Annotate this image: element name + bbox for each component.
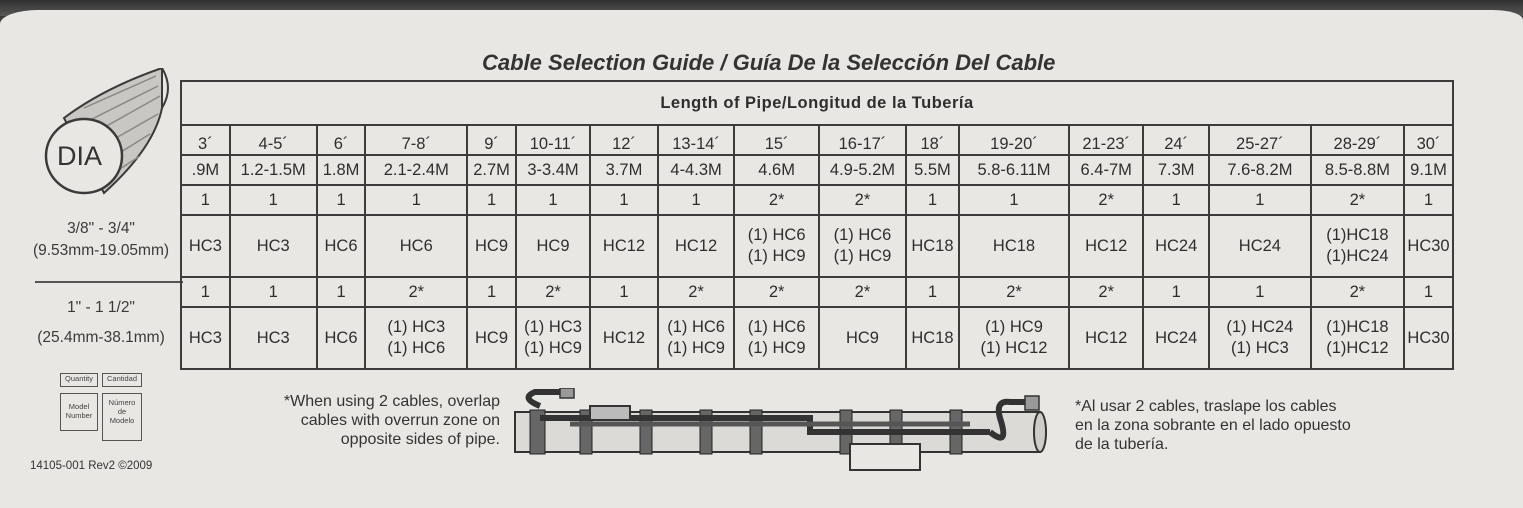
quantity-cell: 1 bbox=[365, 185, 467, 215]
quantity-cell: 2* bbox=[819, 185, 906, 215]
length-meters-cell: .9M bbox=[181, 155, 230, 185]
length-meters-cell: 4.6M bbox=[734, 155, 819, 185]
length-feet-cell: 9´ bbox=[467, 125, 516, 155]
part-number: 14105-001 Rev2 ©2009 bbox=[30, 460, 153, 472]
length-feet-cell: 28-29´ bbox=[1311, 125, 1404, 155]
quantity-row bbox=[181, 185, 1453, 215]
model-cell bbox=[516, 215, 590, 277]
model-row bbox=[181, 215, 1453, 277]
model-line: (1) HC9 bbox=[747, 339, 806, 357]
model-line: (1) HC9 bbox=[747, 247, 806, 265]
model-line: (1) HC6 bbox=[747, 318, 806, 336]
model-line: (1) HC9 bbox=[833, 247, 892, 265]
quantity-cell: 1 bbox=[906, 277, 959, 307]
note-es-line: *Al usar 2 cables, traslape los cables bbox=[1075, 398, 1337, 415]
length-meters-cell: 2.7M bbox=[467, 155, 516, 185]
length-feet-cell: 16-17´ bbox=[819, 125, 906, 155]
legend-model-en bbox=[60, 393, 98, 431]
legend-model-es bbox=[102, 393, 142, 441]
length-feet-cell: 4-5´ bbox=[230, 125, 317, 155]
length-meters-cell: 9.1M bbox=[1404, 155, 1453, 185]
model-line: HC3 bbox=[188, 236, 222, 255]
quantity-cell: 1 bbox=[906, 185, 959, 215]
model-cell bbox=[467, 307, 516, 369]
note-es-line: en la zona sobrante en el lado opuesto bbox=[1075, 417, 1351, 434]
model-cell bbox=[317, 215, 366, 277]
model-cell bbox=[1404, 307, 1453, 369]
model-line: HC12 bbox=[1085, 236, 1128, 255]
quantity-cell: 2* bbox=[516, 277, 590, 307]
length-meters-cell: 1.2-1.5M bbox=[230, 155, 317, 185]
model-line: (1) HC9 bbox=[667, 339, 725, 357]
model-line: HC12 bbox=[602, 236, 646, 255]
length-feet-cell: 19-20´ bbox=[959, 125, 1069, 155]
row1-diameter-mm: (9.53mm-19.05mm) bbox=[32, 242, 170, 259]
model-cell bbox=[230, 215, 317, 277]
model-line: HC9 bbox=[475, 236, 509, 255]
model-line: HC18 bbox=[992, 236, 1036, 255]
model-line: HC12 bbox=[674, 236, 718, 255]
length-meters-cell: 5.5M bbox=[906, 155, 959, 185]
quantity-cell: 2* bbox=[734, 277, 819, 307]
legend-model-es-line: de bbox=[117, 407, 127, 416]
model-line: (1) HC3 bbox=[1231, 339, 1289, 357]
length-feet-cell: 10-11´ bbox=[516, 125, 590, 155]
model-cell bbox=[906, 307, 959, 369]
legend-model-es-line: Modelo bbox=[109, 416, 135, 425]
dia-label: DIA bbox=[57, 141, 103, 171]
model-cell bbox=[181, 215, 230, 277]
model-line: HC24 bbox=[1155, 236, 1198, 255]
model-cell bbox=[658, 215, 734, 277]
model-cell bbox=[1311, 215, 1404, 277]
quantity-cell: 1 bbox=[590, 277, 658, 307]
meters-header-row bbox=[181, 155, 1453, 185]
quantity-cell: 2* bbox=[1311, 277, 1404, 307]
model-line: (1) HC6 bbox=[833, 226, 892, 244]
quantity-cell: 2* bbox=[1069, 185, 1143, 215]
length-feet-cell: 30´ bbox=[1404, 125, 1453, 155]
model-cell bbox=[1209, 307, 1311, 369]
legend-quantity-en: Quantity bbox=[60, 373, 98, 387]
length-header: Length of Pipe/Longitud de la Tubería bbox=[181, 81, 1453, 125]
length-meters-cell: 4-4.3M bbox=[658, 155, 734, 185]
legend-model-es-line: Número bbox=[108, 398, 136, 407]
model-line: HC6 bbox=[324, 328, 358, 347]
length-meters-cell: 6.4-7M bbox=[1069, 155, 1143, 185]
note-en-line: opposite sides of pipe. bbox=[340, 431, 500, 448]
pipe-cable-illustration bbox=[510, 388, 1055, 478]
note-english bbox=[272, 392, 500, 449]
model-cell bbox=[590, 215, 658, 277]
model-cell bbox=[1311, 307, 1404, 369]
model-cell bbox=[734, 307, 819, 369]
quantity-cell: 1 bbox=[181, 277, 230, 307]
model-line: HC24 bbox=[1238, 236, 1281, 255]
model-cell bbox=[590, 307, 658, 369]
length-feet-cell: 13-14´ bbox=[658, 125, 734, 155]
model-line: HC12 bbox=[602, 328, 646, 347]
quantity-cell: 1 bbox=[317, 185, 366, 215]
length-meters-cell: 3-3.4M bbox=[516, 155, 590, 185]
model-line: (1) HC6 bbox=[747, 226, 806, 244]
length-meters-cell: 1.8M bbox=[317, 155, 366, 185]
note-spanish bbox=[1075, 397, 1351, 454]
model-cell bbox=[658, 307, 734, 369]
length-feet-cell: 7-8´ bbox=[365, 125, 467, 155]
model-line: HC6 bbox=[399, 236, 433, 255]
model-cell bbox=[516, 307, 590, 369]
length-feet-cell: 24´ bbox=[1143, 125, 1209, 155]
quantity-cell: 1 bbox=[1143, 277, 1209, 307]
model-line: HC12 bbox=[1085, 328, 1128, 347]
length-meters-cell: 7.3M bbox=[1143, 155, 1209, 185]
quantity-cell: 2* bbox=[734, 185, 819, 215]
quantity-cell: 2* bbox=[1311, 185, 1404, 215]
length-feet-cell: 6´ bbox=[317, 125, 366, 155]
model-line: (1) HC9 bbox=[985, 318, 1043, 336]
row-divider bbox=[35, 281, 183, 283]
feet-header-row bbox=[181, 125, 1453, 155]
quantity-cell: 1 bbox=[1404, 277, 1453, 307]
quantity-cell: 1 bbox=[1209, 185, 1311, 215]
length-meters-cell: 4.9-5.2M bbox=[819, 155, 906, 185]
length-feet-cell: 12´ bbox=[590, 125, 658, 155]
model-cell bbox=[230, 307, 317, 369]
model-cell bbox=[365, 307, 467, 369]
quantity-cell: 2* bbox=[959, 277, 1069, 307]
quantity-cell: 1 bbox=[1209, 277, 1311, 307]
model-line: (1) HC24 bbox=[1226, 318, 1294, 336]
length-meters-cell: 2.1-2.4M bbox=[365, 155, 467, 185]
cable-selection-table bbox=[180, 80, 1454, 370]
model-cell bbox=[906, 215, 959, 277]
model-line: HC3 bbox=[256, 328, 290, 347]
quantity-cell: 2* bbox=[365, 277, 467, 307]
model-cell bbox=[365, 215, 467, 277]
model-line: HC3 bbox=[256, 236, 290, 255]
model-line: HC18 bbox=[911, 236, 954, 255]
model-line: HC3 bbox=[188, 328, 222, 347]
length-meters-cell: 8.5-8.8M bbox=[1311, 155, 1404, 185]
model-cell bbox=[1143, 215, 1209, 277]
model-line: (1)HC12 bbox=[1326, 339, 1389, 357]
row1-diameter-inches: 3/8" - 3/4" bbox=[67, 220, 135, 237]
note-es-line: de la tubería. bbox=[1075, 436, 1169, 453]
quantity-cell: 1 bbox=[516, 185, 590, 215]
model-line: HC9 bbox=[536, 236, 570, 255]
model-line: (1) HC3 bbox=[387, 318, 446, 336]
length-feet-cell: 21-23´ bbox=[1069, 125, 1143, 155]
legend-model-en-line: Number bbox=[65, 411, 93, 420]
quantity-cell: 2* bbox=[1069, 277, 1143, 307]
model-cell bbox=[959, 215, 1069, 277]
quantity-cell: 1 bbox=[230, 277, 317, 307]
pipe-diameter-illustration bbox=[44, 68, 174, 198]
quantity-cell: 1 bbox=[590, 185, 658, 215]
model-cell bbox=[734, 215, 819, 277]
model-line: HC18 bbox=[911, 328, 954, 347]
model-line: HC9 bbox=[845, 328, 879, 347]
quantity-cell: 1 bbox=[181, 185, 230, 215]
model-cell bbox=[1143, 307, 1209, 369]
model-line: (1) HC6 bbox=[387, 339, 446, 357]
model-cell bbox=[317, 307, 366, 369]
model-line: (1) HC9 bbox=[524, 339, 582, 357]
quantity-cell: 2* bbox=[819, 277, 906, 307]
row2-diameter-mm: (25.4mm-38.1mm) bbox=[37, 329, 165, 346]
quantity-cell: 2* bbox=[658, 277, 734, 307]
length-feet-cell: 25-27´ bbox=[1209, 125, 1311, 155]
model-cell bbox=[467, 215, 516, 277]
quantity-cell: 1 bbox=[1143, 185, 1209, 215]
quantity-cell: 1 bbox=[1404, 185, 1453, 215]
model-cell bbox=[1069, 307, 1143, 369]
model-line: HC9 bbox=[475, 328, 509, 347]
model-line: HC30 bbox=[1407, 236, 1450, 255]
model-line: (1) HC3 bbox=[524, 318, 582, 336]
length-feet-cell: 3´ bbox=[181, 125, 230, 155]
model-cell bbox=[1404, 215, 1453, 277]
model-cell bbox=[819, 307, 906, 369]
quantity-cell: 1 bbox=[317, 277, 366, 307]
length-meters-cell: 7.6-8.2M bbox=[1209, 155, 1311, 185]
legend-model-en-line: Model bbox=[68, 402, 90, 411]
model-row bbox=[181, 307, 1453, 369]
quantity-cell: 1 bbox=[467, 277, 516, 307]
quantity-row bbox=[181, 277, 1453, 307]
model-cell bbox=[1209, 215, 1311, 277]
quantity-cell: 1 bbox=[467, 185, 516, 215]
length-feet-cell: 18´ bbox=[906, 125, 959, 155]
note-en-line: cables with overrun zone on bbox=[300, 412, 500, 429]
note-en-line: *When using 2 cables, overlap bbox=[283, 393, 500, 410]
model-line: HC24 bbox=[1155, 328, 1198, 347]
model-line: (1)HC18 bbox=[1326, 318, 1389, 336]
model-line: HC30 bbox=[1407, 328, 1450, 347]
quantity-cell: 1 bbox=[658, 185, 734, 215]
length-meters-cell: 3.7M bbox=[590, 155, 658, 185]
model-cell bbox=[819, 215, 906, 277]
model-line: HC6 bbox=[324, 236, 358, 255]
model-cell bbox=[181, 307, 230, 369]
model-line: (1) HC6 bbox=[667, 318, 725, 336]
legend-quantity-es: Cantidad bbox=[102, 373, 142, 387]
quantity-cell: 1 bbox=[959, 185, 1069, 215]
model-line: (1)HC18 bbox=[1326, 226, 1389, 244]
model-line: (1) HC12 bbox=[980, 339, 1048, 357]
model-cell bbox=[959, 307, 1069, 369]
row2-diameter-inches: 1" - 1 1/2" bbox=[67, 299, 135, 316]
model-line: (1)HC24 bbox=[1326, 247, 1389, 265]
model-cell bbox=[1069, 215, 1143, 277]
length-meters-cell: 5.8-6.11M bbox=[959, 155, 1069, 185]
guide-title: Cable Selection Guide / Guía De la Selección Del Cable bbox=[482, 50, 1056, 75]
length-feet-cell: 15´ bbox=[734, 125, 819, 155]
quantity-cell: 1 bbox=[230, 185, 317, 215]
